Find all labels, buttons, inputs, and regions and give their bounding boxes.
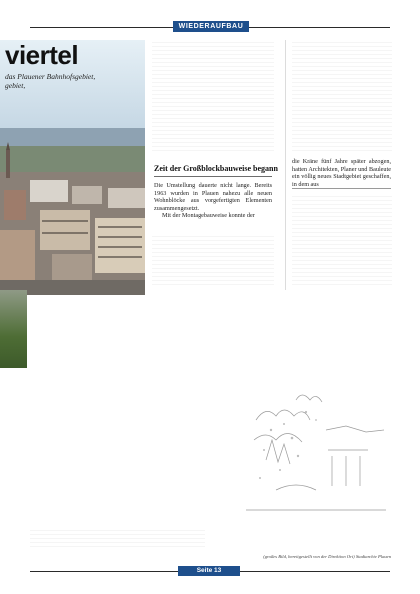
faded-text-block [292, 196, 392, 288]
article-title-fragment: viertel [5, 40, 79, 70]
faded-text-block [292, 42, 392, 152]
column-divider [285, 40, 286, 290]
paragraph: Die Umstellung dauerte nicht lange. Bereits 1963 wurden in Plauen nahezu alle neuen Wohnblöcke aus vorgefertigten Elementen zusammengesetzt. [154, 182, 272, 212]
faded-text-block [152, 42, 274, 152]
faded-caption-block [30, 530, 205, 550]
faded-photo-sketch [236, 360, 396, 530]
section-tag: WIEDERAUFBAU [173, 21, 249, 32]
heading-rule [154, 176, 272, 177]
paragraph: die Kräne fünf Jahre später abzogen, hatten Architekten, Planer und Bauleute ein völlig neues Stadtgebiet geschaffen, in dem aus [292, 158, 391, 188]
paragraph: Mit der Montagebauweise konnte der [162, 212, 255, 220]
column-rule [292, 188, 391, 189]
faded-text-block [152, 236, 274, 288]
photo-fragment [0, 290, 27, 368]
text-column-2 [292, 158, 391, 188]
article-heading: Zeit der Großblockbauweise begann [154, 164, 278, 173]
image-caption: (großes Bild, bereitgestellt von der Direktion Ort) Stadtarchiv Plauen [263, 554, 391, 559]
text-column-1 [154, 182, 272, 220]
photo-subtitle-line: gebiet, [5, 81, 26, 90]
photo-subtitle [5, 72, 140, 90]
photo-subtitle-line: das Plauener Bahnhofsgebiet, [5, 72, 96, 81]
page-number: Seite 13 [178, 566, 240, 576]
